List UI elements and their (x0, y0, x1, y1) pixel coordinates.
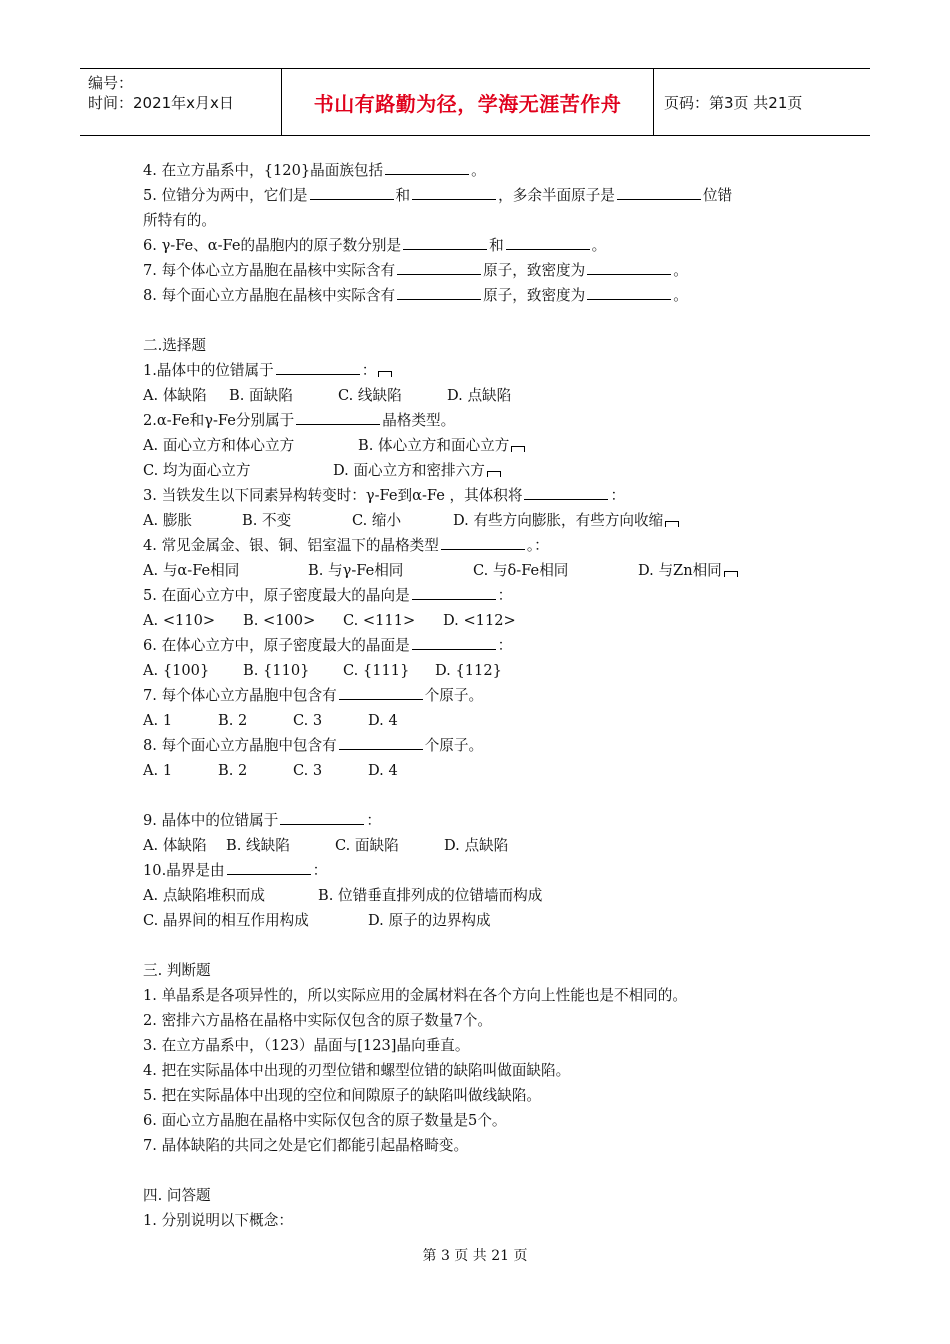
answer-blank (412, 585, 496, 600)
header-page-info: 页码：第3页 共21页 (664, 93, 803, 112)
choice-options (143, 383, 813, 408)
option: C. 线缺陷 (338, 387, 402, 404)
option: D. {112} (435, 662, 502, 679)
choice-question-stem (143, 683, 813, 708)
answer-blank (587, 260, 671, 275)
bracket-mark-icon (665, 521, 679, 527)
option: D. <112> (443, 612, 516, 629)
answer-blank (227, 860, 311, 875)
stem-text: 7. 每个体心立方晶胞中包含有 (143, 687, 337, 704)
stem-text: 2.α-Fe和γ-Fe分别属于 (143, 412, 295, 429)
choice-question-stem (143, 583, 813, 608)
bracket-mark-icon (487, 471, 501, 477)
answer-blank (587, 285, 671, 300)
q5-text-d: 位错 (702, 187, 733, 204)
choice-question-stem (143, 358, 813, 383)
option: D. 4 (368, 762, 398, 779)
option: B. <100> (243, 612, 316, 629)
choice-options (143, 433, 813, 458)
stem-text: 10.晶界是由 (143, 862, 225, 879)
option: B. 2 (218, 762, 248, 779)
spacer (143, 783, 813, 808)
stem-text: 9. 晶体中的位错属于 (143, 812, 279, 829)
qa-item: 1. 分别说明以下概念： (143, 1212, 293, 1229)
choice-options (143, 908, 813, 933)
option: B. 2 (218, 712, 248, 729)
stem-tail: 。： (526, 537, 549, 554)
option: C. 3 (293, 762, 323, 779)
section-title-qa: 四. 问答题 (143, 1187, 211, 1204)
choice-options (143, 508, 813, 533)
option: B. 体心立方和面心立方 (358, 437, 510, 454)
q4-tail: 。 (471, 162, 486, 179)
q8-text-a: 8. 每个面心立方晶胞在晶核中实际含有 (143, 287, 396, 304)
choice-question-stem (143, 408, 813, 433)
option: B. 不变 (242, 512, 292, 529)
option: B. 与γ-Fe相同 (308, 562, 404, 579)
option: A. 体缺陷 (143, 837, 207, 854)
section-title-judgement: 三. 判断题 (143, 962, 211, 979)
stem-tail: 晶格类型。 (382, 412, 456, 429)
section-title-choice: 二.选择题 (143, 337, 207, 354)
page-footer: 第 3 页 共 21 页 (422, 1248, 528, 1264)
stem-text: 8. 每个面心立方晶胞中包含有 (143, 737, 337, 754)
q5-text-b: 和 (395, 187, 411, 204)
q7-text-a: 7. 每个体心立方晶胞在晶核中实际含有 (143, 262, 396, 279)
q5-text-e: 所特有的。 (143, 212, 216, 229)
stem-tail: ： (312, 862, 328, 879)
answer-blank (339, 685, 423, 700)
option: A. 1 (143, 762, 173, 779)
q6-text-c: 。 (591, 237, 607, 254)
answer-blank (403, 235, 487, 250)
stem-tail: ： (497, 587, 513, 604)
fill-question-5 (143, 183, 813, 208)
header-motto (282, 69, 654, 135)
choice-question-stem (143, 633, 813, 658)
choice-options (143, 708, 813, 733)
stem-text: 6. 在体心立方中，原子密度最大的晶面是 (143, 637, 410, 654)
q7-text-c: 。 (673, 262, 688, 279)
answer-blank (310, 185, 394, 200)
option: D. 与Zn相同 (638, 562, 722, 579)
choice-question-stem (143, 808, 813, 833)
q6-text-b: 和 (489, 237, 504, 254)
answer-blank (339, 735, 423, 750)
motto-text: 书山有路勤为径，学海无涯苦作舟 (313, 91, 622, 116)
stem-tail: 个原子。 (424, 687, 484, 704)
spacer (143, 1158, 813, 1183)
option: C. 晶界间的相互作用构成 (143, 912, 309, 929)
choice-options (143, 558, 813, 583)
choice-question-stem (143, 533, 813, 558)
option: C. 面缺陷 (335, 837, 399, 854)
option: D. 面心立方和密排六方 (333, 462, 485, 479)
choice-question-stem (143, 858, 813, 883)
bracket-mark-icon (511, 446, 525, 452)
option: C. 与δ-Fe相同 (473, 562, 569, 579)
q7-text-b: 原子，致密度为 (483, 262, 586, 279)
q6-text-a: 6. γ-Fe、α-Fe的晶胞内的原子数分别是 (143, 237, 402, 254)
fill-question-6 (143, 233, 813, 258)
answer-blank (397, 260, 481, 275)
document-body (143, 158, 813, 1233)
spacer (143, 308, 813, 333)
stem-tail: ： (610, 487, 626, 504)
option: C. 缩小 (352, 512, 402, 529)
option: A. <110> (143, 612, 216, 629)
choice-question-stem (143, 733, 813, 758)
q5-text-a: 5. 位错分为两中，它们是 (143, 187, 308, 204)
judgement-item: 2. 密排六方晶格在晶格中实际仅包含的原子数量7个。 (143, 1012, 492, 1029)
option: A. 1 (143, 712, 173, 729)
judgement-item: 6. 面心立方晶胞在晶格中实际仅包含的原子数量是5个。 (143, 1112, 507, 1129)
judgement-item: 1. 单晶系是各项异性的，所以实际应用的金属材料在各个方向上性能也是不相同的。 (143, 987, 687, 1004)
page-header (80, 68, 870, 136)
answer-blank (412, 635, 496, 650)
fill-question-7 (143, 258, 813, 283)
choice-options (143, 758, 813, 783)
q5-text-c: ，多余半面原子是 (498, 187, 615, 204)
answer-blank (280, 810, 364, 825)
bracket-mark-icon (724, 571, 738, 577)
option: B. 面缺陷 (229, 387, 293, 404)
option: C. {111} (343, 662, 410, 679)
option: A. 点缺陷堆积而成 (143, 887, 265, 904)
number-label: 编号： (88, 74, 134, 92)
stem-text: 1.晶体中的位错属于 (143, 362, 274, 379)
choice-options (143, 608, 813, 633)
option: C. 均为面心立方 (143, 462, 251, 479)
stem-tail: ： (497, 637, 513, 654)
stem-tail: 个原子。 (424, 737, 484, 754)
choice-options (143, 883, 813, 908)
option: C. <111> (343, 612, 416, 629)
option: A. 膨胀 (143, 512, 193, 529)
judgement-item: 3. 在立方晶系中，（123）晶面与[123]晶向垂直。 (143, 1037, 470, 1054)
stem-tail: ： (361, 362, 377, 379)
option: D. 点缺陷 (444, 837, 509, 854)
header-meta (80, 69, 282, 135)
stem-text: 5. 在面心立方中，原子密度最大的晶向是 (143, 587, 410, 604)
fill-question-4 (143, 158, 813, 183)
q4-text: 4. 在立方晶系中，{120}晶面族包括 (143, 162, 384, 179)
stem-tail: ： (366, 812, 381, 829)
option: D. 原子的边界构成 (368, 912, 491, 929)
judgement-item: 5. 把在实际晶体中出现的空位和间隙原子的缺陷叫做线缺陷。 (143, 1087, 542, 1104)
answer-blank (506, 235, 590, 250)
option: B. {110} (243, 662, 310, 679)
spacer (143, 933, 813, 958)
choice-options (143, 458, 813, 483)
answer-blank (441, 535, 525, 550)
fill-question-5-cont (143, 208, 813, 233)
judgement-item: 4. 把在实际晶体中出现的刃型位错和螺型位错的缺陷叫做面缺陷。 (143, 1062, 571, 1079)
judgement-item: 7. 晶体缺陷的共同之处是它们都能引起晶格畸变。 (143, 1137, 469, 1154)
stem-text: 3. 当铁发生以下同素异构转变时：γ-Fe到α-Fe ，其体积将 (143, 487, 523, 504)
option: D. 有些方向膨胀，有些方向收缩 (453, 512, 664, 529)
choice-options (143, 833, 813, 858)
option: A. {100} (143, 662, 210, 679)
option: A. 体缺陷 (143, 387, 207, 404)
choice-question-stem (143, 483, 813, 508)
stem-text: 4. 常见金属金、银、铜、铝室温下的晶格类型 (143, 537, 439, 554)
q8-text-b: 原子，致密度为 (483, 287, 586, 304)
choice-options (143, 658, 813, 683)
fill-question-8 (143, 283, 813, 308)
option: C. 3 (293, 712, 323, 729)
answer-blank (412, 185, 496, 200)
answer-blank (385, 160, 469, 175)
answer-blank (617, 185, 701, 200)
option: A. 面心立方和体心立方 (143, 437, 295, 454)
bracket-mark-icon (378, 371, 392, 377)
answer-blank (397, 285, 481, 300)
time-label: 时间：2021年x月x日 (88, 94, 234, 112)
option: B. 位错垂直排列成的位错墙而构成 (318, 887, 543, 904)
option: D. 点缺陷 (447, 387, 512, 404)
answer-blank (296, 410, 380, 425)
option: D. 4 (368, 712, 398, 729)
answer-blank (276, 360, 360, 375)
answer-blank (524, 485, 608, 500)
option: B. 线缺陷 (226, 837, 290, 854)
option: A. 与α-Fe相同 (143, 562, 240, 579)
q8-text-c: 。 (673, 287, 688, 304)
